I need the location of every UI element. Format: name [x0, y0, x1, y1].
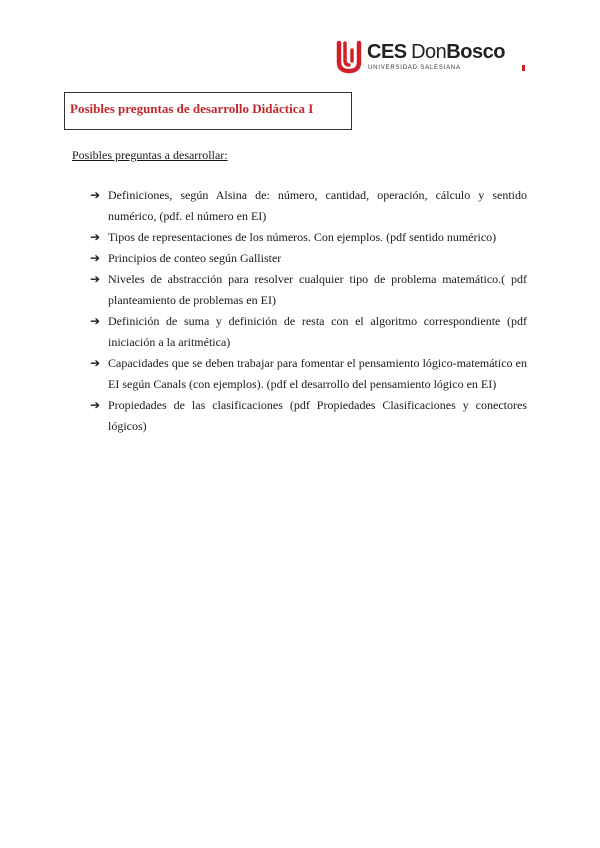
- list-item: [90, 185, 527, 227]
- arrow-right-icon: ➔: [90, 356, 101, 370]
- logo-subtitle: UNIVERSIDAD SALESIANA: [368, 65, 461, 71]
- list-item: [90, 269, 527, 311]
- document-subtitle: Posibles preguntas a desarrollar:: [72, 148, 228, 162]
- questions-list: [90, 185, 527, 437]
- arrow-right-icon: ➔: [90, 272, 101, 286]
- logo-red-mark: [522, 65, 525, 71]
- list-item-text: Niveles de abstracción para resolver cualquier tipo de problema matemático.( pdf planteamiento de problemas en EI): [108, 272, 527, 307]
- arrow-right-icon: ➔: [90, 188, 101, 202]
- arrow-right-icon: ➔: [90, 398, 101, 412]
- arrow-right-icon: ➔: [90, 251, 101, 265]
- logo-wordmark: [367, 42, 505, 62]
- arrow-right-icon: ➔: [90, 314, 101, 328]
- title-box: [64, 92, 352, 130]
- list-item-text: Capacidades que se deben trabajar para fomentar el pensamiento lógico-matemático en EI según Canals (con ejemplos). (pdf el desarrollo del pensamiento lógico en EI): [108, 356, 527, 391]
- logo-don: Don: [411, 41, 447, 63]
- document-title: Posibles preguntas de desarrollo Didáctica I: [70, 101, 314, 116]
- list-item-text: Propiedades de las clasificaciones (pdf Propiedades Clasificaciones y conectores lógicos): [108, 398, 527, 433]
- list-item-text: Definiciones, según Alsina de: número, cantidad, operación, cálculo y sentido numérico, (pdf. el número en EI): [108, 188, 527, 223]
- list-item: [90, 248, 527, 269]
- list-item: [90, 353, 527, 395]
- logo-bosco: Bosco: [446, 41, 505, 63]
- arrow-right-icon: ➔: [90, 230, 101, 244]
- list-item-text: Tipos de representaciones de los números. Con ejemplos. (pdf sentido numérico): [108, 230, 497, 244]
- ces-don-bosco-logo: [336, 40, 526, 76]
- logo-emblem-icon: [336, 40, 362, 74]
- list-item-text: Principios de conteo según Gallister: [108, 251, 282, 265]
- list-item-text: Definición de suma y definición de resta con el algoritmo correspondiente (pdf iniciación a la aritmética): [108, 314, 527, 349]
- list-item: [90, 395, 527, 437]
- list-item: [90, 227, 527, 248]
- logo-ces: CES: [367, 41, 407, 63]
- list-item: [90, 311, 527, 353]
